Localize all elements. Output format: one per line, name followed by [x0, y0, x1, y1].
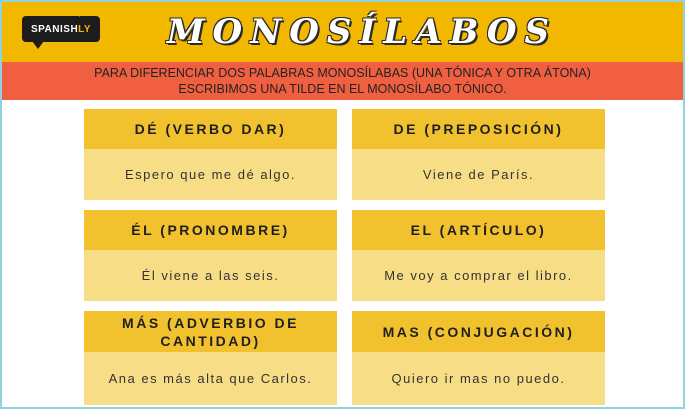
card-heading: DÉ (VERBO DAR) — [84, 109, 337, 149]
logo-text-accent: LY — [78, 23, 92, 35]
sparkle-icon: ✦ — [75, 9, 85, 19]
card-mas-conjugacion — [352, 311, 605, 405]
speech-bubble-tail — [32, 41, 44, 49]
card-heading: DE (PREPOSICIÓN) — [352, 109, 605, 149]
rule-banner — [2, 62, 683, 100]
spanishly-logo — [22, 9, 100, 42]
page-title: MONOSÍLABOS — [166, 12, 558, 52]
card-mas-adverbio — [84, 311, 337, 405]
card-example: Quiero ir mas no puedo. — [352, 352, 605, 405]
logo-text-main: SPANISH — [30, 23, 79, 35]
card-de-verbo — [84, 109, 337, 200]
banner-line-2: ESCRIBIMOS UNA TILDE EN EL MONOSÍLABO TÓNICO. — [178, 82, 507, 96]
card-heading: MAS (CONJUGACIÓN) — [352, 311, 605, 352]
card-example: Él viene a las seis. — [84, 250, 337, 301]
card-example: Viene de París. — [352, 149, 605, 200]
title-bar — [2, 2, 683, 62]
card-example: Me voy a comprar el libro. — [352, 250, 605, 301]
card-heading: MÁS (ADVERBIO DE CANTIDAD) — [84, 311, 337, 352]
card-example: Ana es más alta que Carlos. — [84, 352, 337, 405]
card-heading: ÉL (PRONOMBRE) — [84, 210, 337, 250]
card-heading: EL (ARTÍCULO) — [352, 210, 605, 250]
card-el-pronombre — [84, 210, 337, 301]
card-de-preposicion — [352, 109, 605, 200]
banner-line-1: PARA DIFERENCIAR DOS PALABRAS MONOSÍLABAS (UNA TÓNICA Y OTRA ÁTONA) — [94, 66, 591, 80]
card-example: Espero que me dé algo. — [84, 149, 337, 200]
card-el-articulo — [352, 210, 605, 301]
